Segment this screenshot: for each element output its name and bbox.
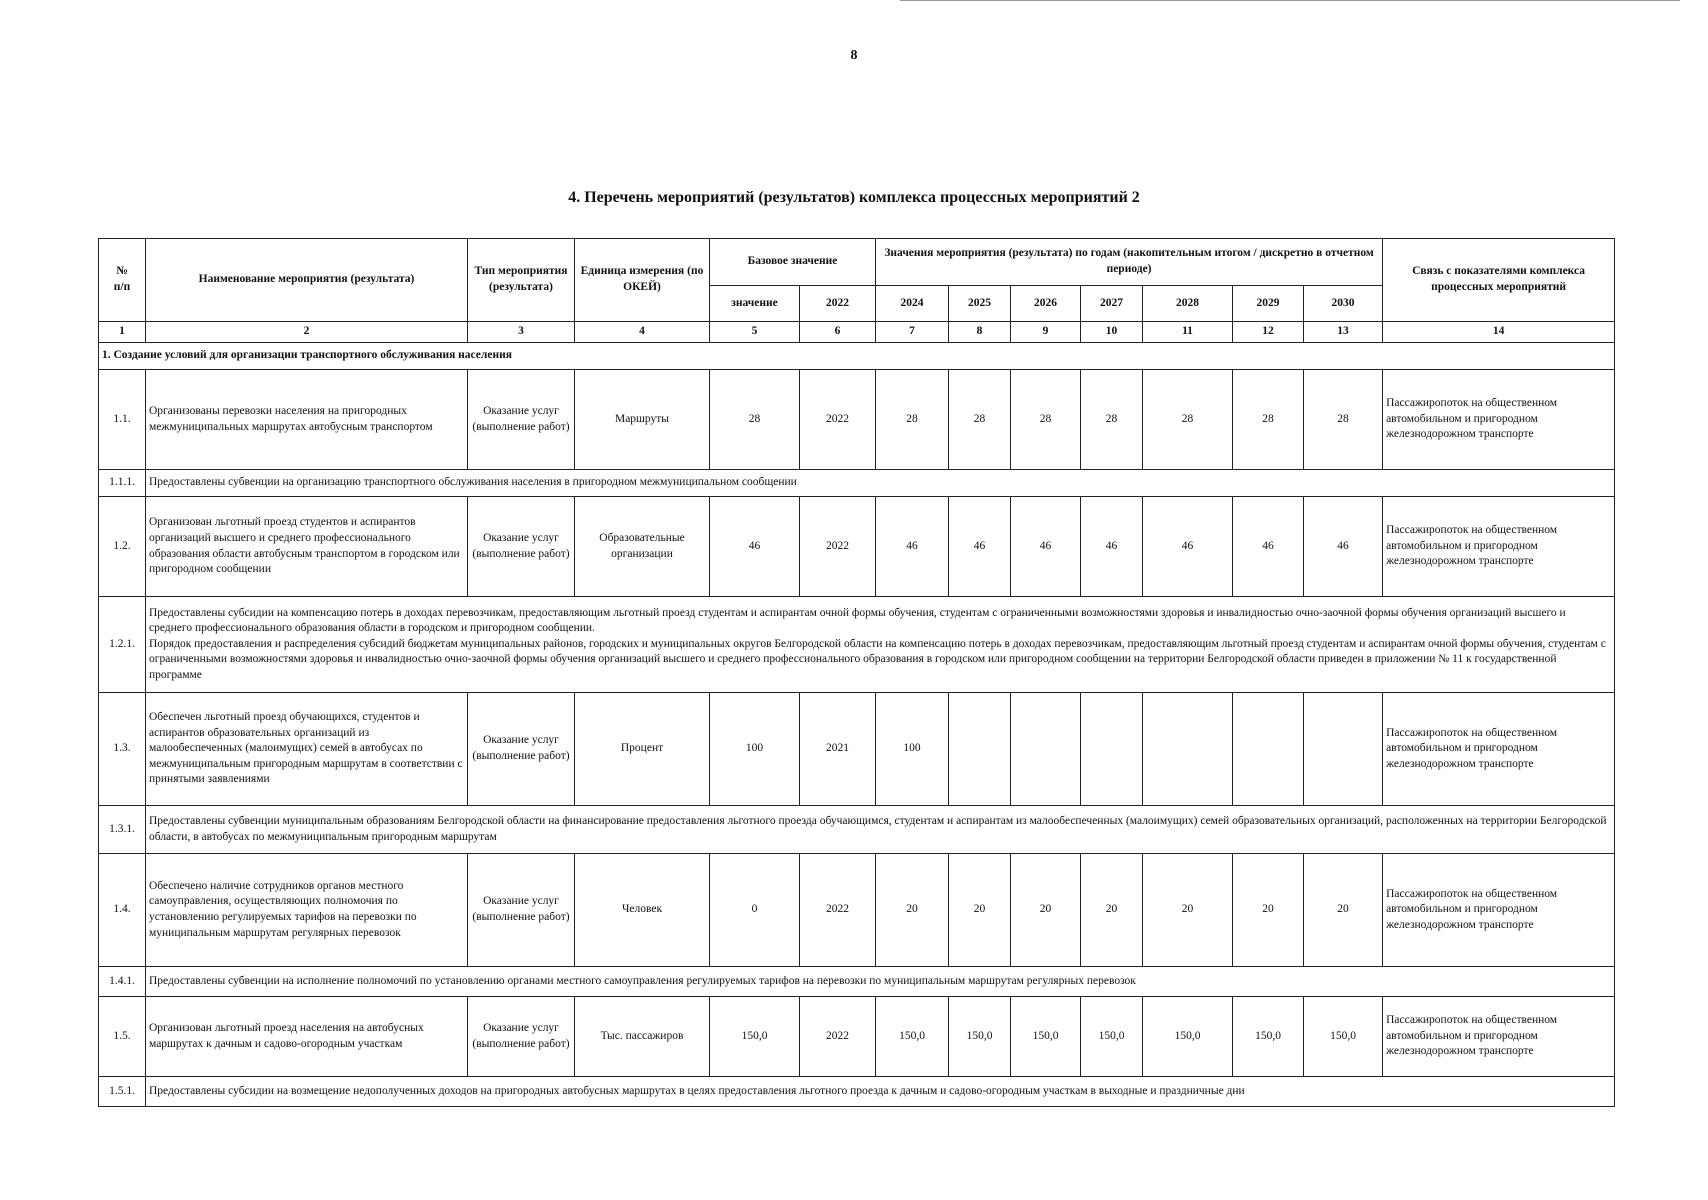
header-values-by-year: Значения мероприятия (результата) по годам (накопительным итогом / дискретно в отчетном периоде) [876,239,1383,286]
indicator-link: Пассажиропоток на общественном автомобильном и пригородном железнодорожном транспорте [1383,370,1615,470]
measure-row [99,997,1615,1077]
sub-measure-paragraph: Предоставлены субсидии на возмещение недополученных доходов на пригородных автобусных маршрутах в целях предоставления льготного проезда к дачным и садово-огородным участкам в выходные и праздничные дни [149,1084,1245,1097]
year-value: 46 [1304,497,1383,597]
header-year: 2029 [1233,286,1304,322]
measure-name: Организован льготный проезд населения на автобусных маршрутах к дачным и садово-огородным участкам [146,997,468,1077]
year-value: 28 [1081,370,1143,470]
measure-number: 1.1. [99,370,146,470]
column-number: 11 [1143,322,1233,343]
column-number: 8 [949,322,1011,343]
measure-type: Оказание услуг (выполнение работ) [468,497,575,597]
header-name: Наименование мероприятия (результата) [146,239,468,322]
section-row [99,343,1615,370]
base-value: 28 [710,370,800,470]
year-value: 150,0 [1011,997,1081,1077]
sub-measure-text [146,967,1615,997]
base-year: 2022 [800,370,876,470]
year-value [1143,693,1233,806]
page-title: 4. Перечень мероприятий (результатов) комплекса процессных мероприятий 2 [568,189,1140,206]
sub-measure-paragraph: Предоставлены субсидии на компенсацию потерь в доходах перевозчикам, предоставляющим льготный проезд студентам и аспирантам очной формы обучения, студентам с ограниченными возможностями здоровья и инвалидностью очно-заочной формы обучения организаций высшего и среднего профессионального образования области в городском и пригородном сообщении. [149,606,1566,635]
column-number: 9 [1011,322,1081,343]
header-year: 2026 [1011,286,1081,322]
header-num: № п/п [99,239,146,322]
sub-measure-text [146,470,1615,497]
year-value [1233,693,1304,806]
year-value: 20 [876,854,949,967]
sub-measure-row [99,806,1615,854]
header-year: 2027 [1081,286,1143,322]
measure-type: Оказание услуг (выполнение работ) [468,370,575,470]
header-year: 2024 [876,286,949,322]
year-value [1081,693,1143,806]
measure-number: 1.5. [99,997,146,1077]
measure-unit: Маршруты [575,370,710,470]
sub-measure-paragraph: Предоставлены субвенции на исполнение полномочий по установлению органами местного самоуправления регулируемых тарифов на перевозки по муниципальным маршрутам регулярных перевозок [149,974,1136,987]
sub-measure-number: 1.3.1. [99,806,146,854]
base-year: 2021 [800,693,876,806]
measure-name: Обеспечен льготный проезд обучающихся, студентов и аспирантов образовательных организаций из малообеспеченных (малоимущих) семей в автобусах по межмуниципальным пригородным маршрутам в соответствии с принятыми заявлениями [146,693,468,806]
column-number: 1 [99,322,146,343]
measure-unit: Человек [575,854,710,967]
year-value: 28 [1233,370,1304,470]
measure-row [99,497,1615,597]
year-value: 150,0 [1081,997,1143,1077]
indicator-link: Пассажиропоток на общественном автомобильном и пригородном железнодорожном транспорте [1383,693,1615,806]
base-value: 100 [710,693,800,806]
indicator-link: Пассажиропоток на общественном автомобильном и пригородном железнодорожном транспорте [1383,497,1615,597]
measure-number: 1.3. [99,693,146,806]
indicator-link: Пассажиропоток на общественном автомобильном и пригородном железнодорожном транспорте [1383,854,1615,967]
header-year: 2028 [1143,286,1233,322]
year-value: 28 [949,370,1011,470]
sub-measure-text [146,597,1615,693]
sub-measure-paragraph: Предоставлены субвенции на организацию транспортного обслуживания населения в пригородном межмуниципальном сообщении [149,476,797,489]
year-value: 46 [1081,497,1143,597]
column-number: 2 [146,322,468,343]
year-value: 46 [949,497,1011,597]
header-year: 2025 [949,286,1011,322]
measure-unit: Процент [575,693,710,806]
section-title: 1. Создание условий для организации транспортного обслуживания населения [99,343,1615,370]
measure-type: Оказание услуг (выполнение работ) [468,854,575,967]
sub-measure-paragraph: Предоставлены субвенции муниципальным образованиям Белгородской области на финансирование предоставления льготного проезда обучающимся, студентам и аспирантам из малообеспеченных (малоимущих) семей образовательных организаций, расположенных на территории Белгородской области, в автобусах по межмуниципальным пригородным маршрутам [149,814,1607,843]
measures-table [98,238,1615,1107]
year-value [1011,693,1081,806]
header-row [99,239,1615,286]
measure-name: Обеспечено наличие сотрудников органов местного самоуправления, осуществляющих полномочия по установлению регулируемых тарифов на перевозки по муниципальным маршрутам регулярных перевозок [146,854,468,967]
measure-row [99,693,1615,806]
top-edge-line [900,0,1680,1]
sub-measure-paragraph: Порядок предоставления и распределения субсидий бюджетам муниципальных районов, городских и муниципальных округов Белгородской области на компенсацию потерь в доходах перевозчикам, предоставляющим льготный проезд студентам и аспирантам очной формы обучения, студентам с ограниченными возможностями здоровья и инвалидностью очно-заочной формы обучения организаций высшего и среднего профессионального образования в городском или пригородном сообщении на территории Белгородской области приведен в приложении № 11 к государственной программе [149,637,1606,681]
base-value: 0 [710,854,800,967]
indicator-link: Пассажиропоток на общественном автомобильном и пригородном железнодорожном транспорте [1383,997,1615,1077]
year-value: 100 [876,693,949,806]
year-value: 28 [1304,370,1383,470]
sub-measure-row [99,1077,1615,1107]
header-base-year: 2022 [800,286,876,322]
header-year: 2030 [1304,286,1383,322]
measure-type: Оказание услуг (выполнение работ) [468,997,575,1077]
page-number: 8 [850,48,858,63]
sub-measure-number: 1.1.1. [99,470,146,497]
measure-name: Организованы перевозки населения на пригородных межмуниципальных маршрутах автобусным транспортом [146,370,468,470]
column-number: 7 [876,322,949,343]
measure-name: Организован льготный проезд студентов и аспирантов организаций высшего и среднего профессионального образования области автобусным транспортом в городском или пригородном сообщении [146,497,468,597]
header-unit: Единица измерения (по ОКЕЙ) [575,239,710,322]
year-value: 20 [1304,854,1383,967]
column-number: 4 [575,322,710,343]
column-number: 14 [1383,322,1615,343]
year-value: 28 [876,370,949,470]
measure-unit: Тыс. пассажиров [575,997,710,1077]
sub-measure-number: 1.4.1. [99,967,146,997]
year-value: 20 [1233,854,1304,967]
column-number: 10 [1081,322,1143,343]
column-number: 12 [1233,322,1304,343]
column-number: 3 [468,322,575,343]
column-number-row [99,322,1615,343]
year-value: 20 [1081,854,1143,967]
base-year: 2022 [800,497,876,597]
sub-measure-number: 1.2.1. [99,597,146,693]
year-value: 28 [1143,370,1233,470]
sub-measure-text [146,1077,1615,1107]
column-number: 5 [710,322,800,343]
year-value: 20 [1011,854,1081,967]
column-number: 13 [1304,322,1383,343]
sub-measure-row [99,597,1615,693]
header-type: Тип мероприятия (результата) [468,239,575,322]
year-value: 46 [1233,497,1304,597]
sub-measure-text [146,806,1615,854]
measure-row [99,370,1615,470]
year-value: 46 [1011,497,1081,597]
measure-row [99,854,1615,967]
measure-number: 1.2. [99,497,146,597]
base-value: 150,0 [710,997,800,1077]
sub-measure-number: 1.5.1. [99,1077,146,1107]
measure-unit: Образовательные организации [575,497,710,597]
base-year: 2022 [800,997,876,1077]
year-value [949,693,1011,806]
year-value: 28 [1011,370,1081,470]
year-value [1304,693,1383,806]
year-value: 20 [949,854,1011,967]
year-value: 46 [1143,497,1233,597]
column-number: 6 [800,322,876,343]
year-value: 20 [1143,854,1233,967]
base-year: 2022 [800,854,876,967]
year-value: 150,0 [1233,997,1304,1077]
measure-number: 1.4. [99,854,146,967]
sub-measure-row [99,470,1615,497]
year-value: 150,0 [876,997,949,1077]
measures-body [99,370,1615,1107]
base-value: 46 [710,497,800,597]
header-link: Связь с показателями комплекса процессных мероприятий [1383,239,1615,322]
header-base-value: значение [710,286,800,322]
year-value: 150,0 [1304,997,1383,1077]
header-base: Базовое значение [710,239,876,286]
year-value: 150,0 [949,997,1011,1077]
measure-type: Оказание услуг (выполнение работ) [468,693,575,806]
year-value: 46 [876,497,949,597]
sub-measure-row [99,967,1615,997]
year-value: 150,0 [1143,997,1233,1077]
